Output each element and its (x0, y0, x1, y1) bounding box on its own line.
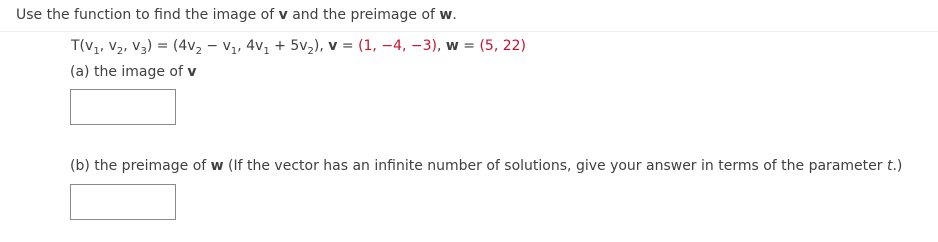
question-prefix: Use the function to find the image of (16, 7, 279, 23)
part-a-answer-input[interactable] (70, 89, 176, 125)
part-b-note-end: .) (892, 158, 903, 174)
divider (0, 31, 938, 32)
formula-part: , 4v (237, 38, 264, 54)
part-b-text: (b) the preimage of (70, 158, 211, 174)
formula-part: ), (313, 38, 329, 54)
vector-w-symbol: w (445, 38, 459, 54)
question-middle: and the preimage of (287, 7, 440, 23)
formula-subscript: 3 (140, 46, 147, 57)
formula-part: ) = (4v (146, 38, 196, 54)
formula-part: , (436, 38, 446, 54)
formula-subscript: 2 (307, 46, 314, 57)
formula-subscript: 2 (195, 46, 202, 57)
formula-part: = (337, 38, 359, 54)
formula-part: , v (123, 38, 141, 54)
formula-subscript: 2 (116, 46, 124, 57)
function-definition (71, 36, 526, 56)
formula-part: − v (201, 38, 231, 54)
formula-subscript: 1 (230, 46, 238, 57)
vector-v-symbol: v (328, 38, 338, 54)
formula-part: T(v (71, 38, 94, 54)
question-suffix: . (452, 7, 457, 23)
formula-part: , v (99, 38, 117, 54)
vector-w-value: (5, 22) (479, 38, 527, 54)
part-b-vector: w (210, 158, 224, 174)
formula-subscript: 1 (263, 46, 270, 57)
formula-subscript: 1 (93, 46, 100, 57)
part-b-note: (If the vector has an infinite number of solutions, give your answer in terms of the parameter (223, 158, 887, 174)
part-b-parameter: t (886, 158, 893, 174)
part-a-label (70, 64, 197, 80)
part-a-vector: v (187, 64, 197, 80)
vector-v-label: v (278, 7, 288, 23)
vector-v-value: (1, −4, −3) (358, 38, 437, 54)
question-text (16, 7, 457, 23)
formula-part: = (458, 38, 480, 54)
vector-w-label: w (439, 7, 453, 23)
part-b-label (70, 158, 902, 174)
formula-part: + 5v (269, 38, 308, 54)
part-a-text: (a) the image of (70, 64, 188, 80)
part-b-answer-input[interactable] (70, 184, 176, 220)
